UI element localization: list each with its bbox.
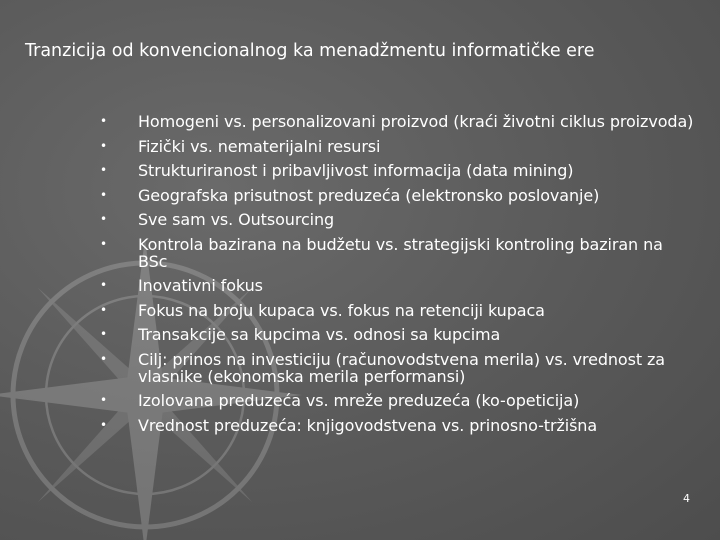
bullet-text: Sve sam vs. Outsourcing — [138, 210, 335, 229]
bullet-text: Homogeni vs. personalizovani proizvod (kraći životni ciklus proizvoda) — [138, 112, 694, 131]
bullet-item — [96, 138, 696, 155]
bullet-symbol: • — [100, 163, 108, 177]
bullet-symbol: • — [100, 187, 108, 202]
bullet-text: Geografska prisutnost preduzeća (elektronsko poslovanje) — [138, 185, 600, 205]
bullet-symbol: • — [100, 351, 108, 366]
bullet-item — [96, 302, 696, 319]
bullet-item — [96, 162, 696, 179]
bullet-text: Kontrola bazirana na budžetu vs. strategijski kontroling baziran na BSc — [138, 234, 663, 271]
bullet-symbol: • — [100, 138, 108, 153]
bullet-item — [96, 277, 696, 294]
bullet-symbol: • — [100, 417, 108, 432]
bullet-text: Fokus na broju kupaca vs. fokus na retenciji kupaca — [138, 300, 545, 320]
bullet-item — [96, 113, 696, 130]
bullet-text: Vrednost preduzeća: knjigovodstvena vs. prinosno-tržišna — [138, 415, 598, 435]
bullet-item — [96, 236, 696, 270]
bullet-item — [96, 211, 696, 228]
bullet-item — [96, 417, 696, 434]
bullet-symbol: • — [100, 212, 108, 226]
bullet-item — [96, 351, 696, 385]
bullet-symbol: • — [100, 236, 108, 251]
bullet-item — [96, 392, 696, 409]
bullet-symbol: • — [100, 114, 108, 128]
bullet-text: Strukturiranost i pribavljivost informacija (data mining) — [138, 161, 574, 180]
bullet-symbol: • — [100, 302, 108, 317]
bullet-text: Inovativni fokus — [138, 276, 263, 295]
page-number: 4 — [683, 492, 690, 505]
bullet-text: Fizički vs. nematerijalni resursi — [138, 136, 381, 156]
bullet-text: Cilj: prinos na investiciju (računovodstvena merila) vs. vrednost za vlasnike (ekonomska merila performansi) — [138, 349, 666, 386]
bullet-text: Izolovana preduzeća vs. mreže preduzeća (ko-opeticija) — [138, 391, 580, 410]
bullet-symbol: • — [100, 393, 108, 407]
bullet-item — [96, 187, 696, 204]
bullet-text: Transakcije sa kupcima vs. odnosi sa kupcima — [138, 325, 501, 344]
slide-title: Tranzicija od konvencionalnog ka menadžmentu informatičke ere — [25, 41, 595, 61]
bullet-list — [96, 113, 696, 441]
bullet-symbol: • — [100, 327, 108, 341]
bullet-item — [96, 326, 696, 343]
bullet-symbol: • — [100, 278, 108, 292]
